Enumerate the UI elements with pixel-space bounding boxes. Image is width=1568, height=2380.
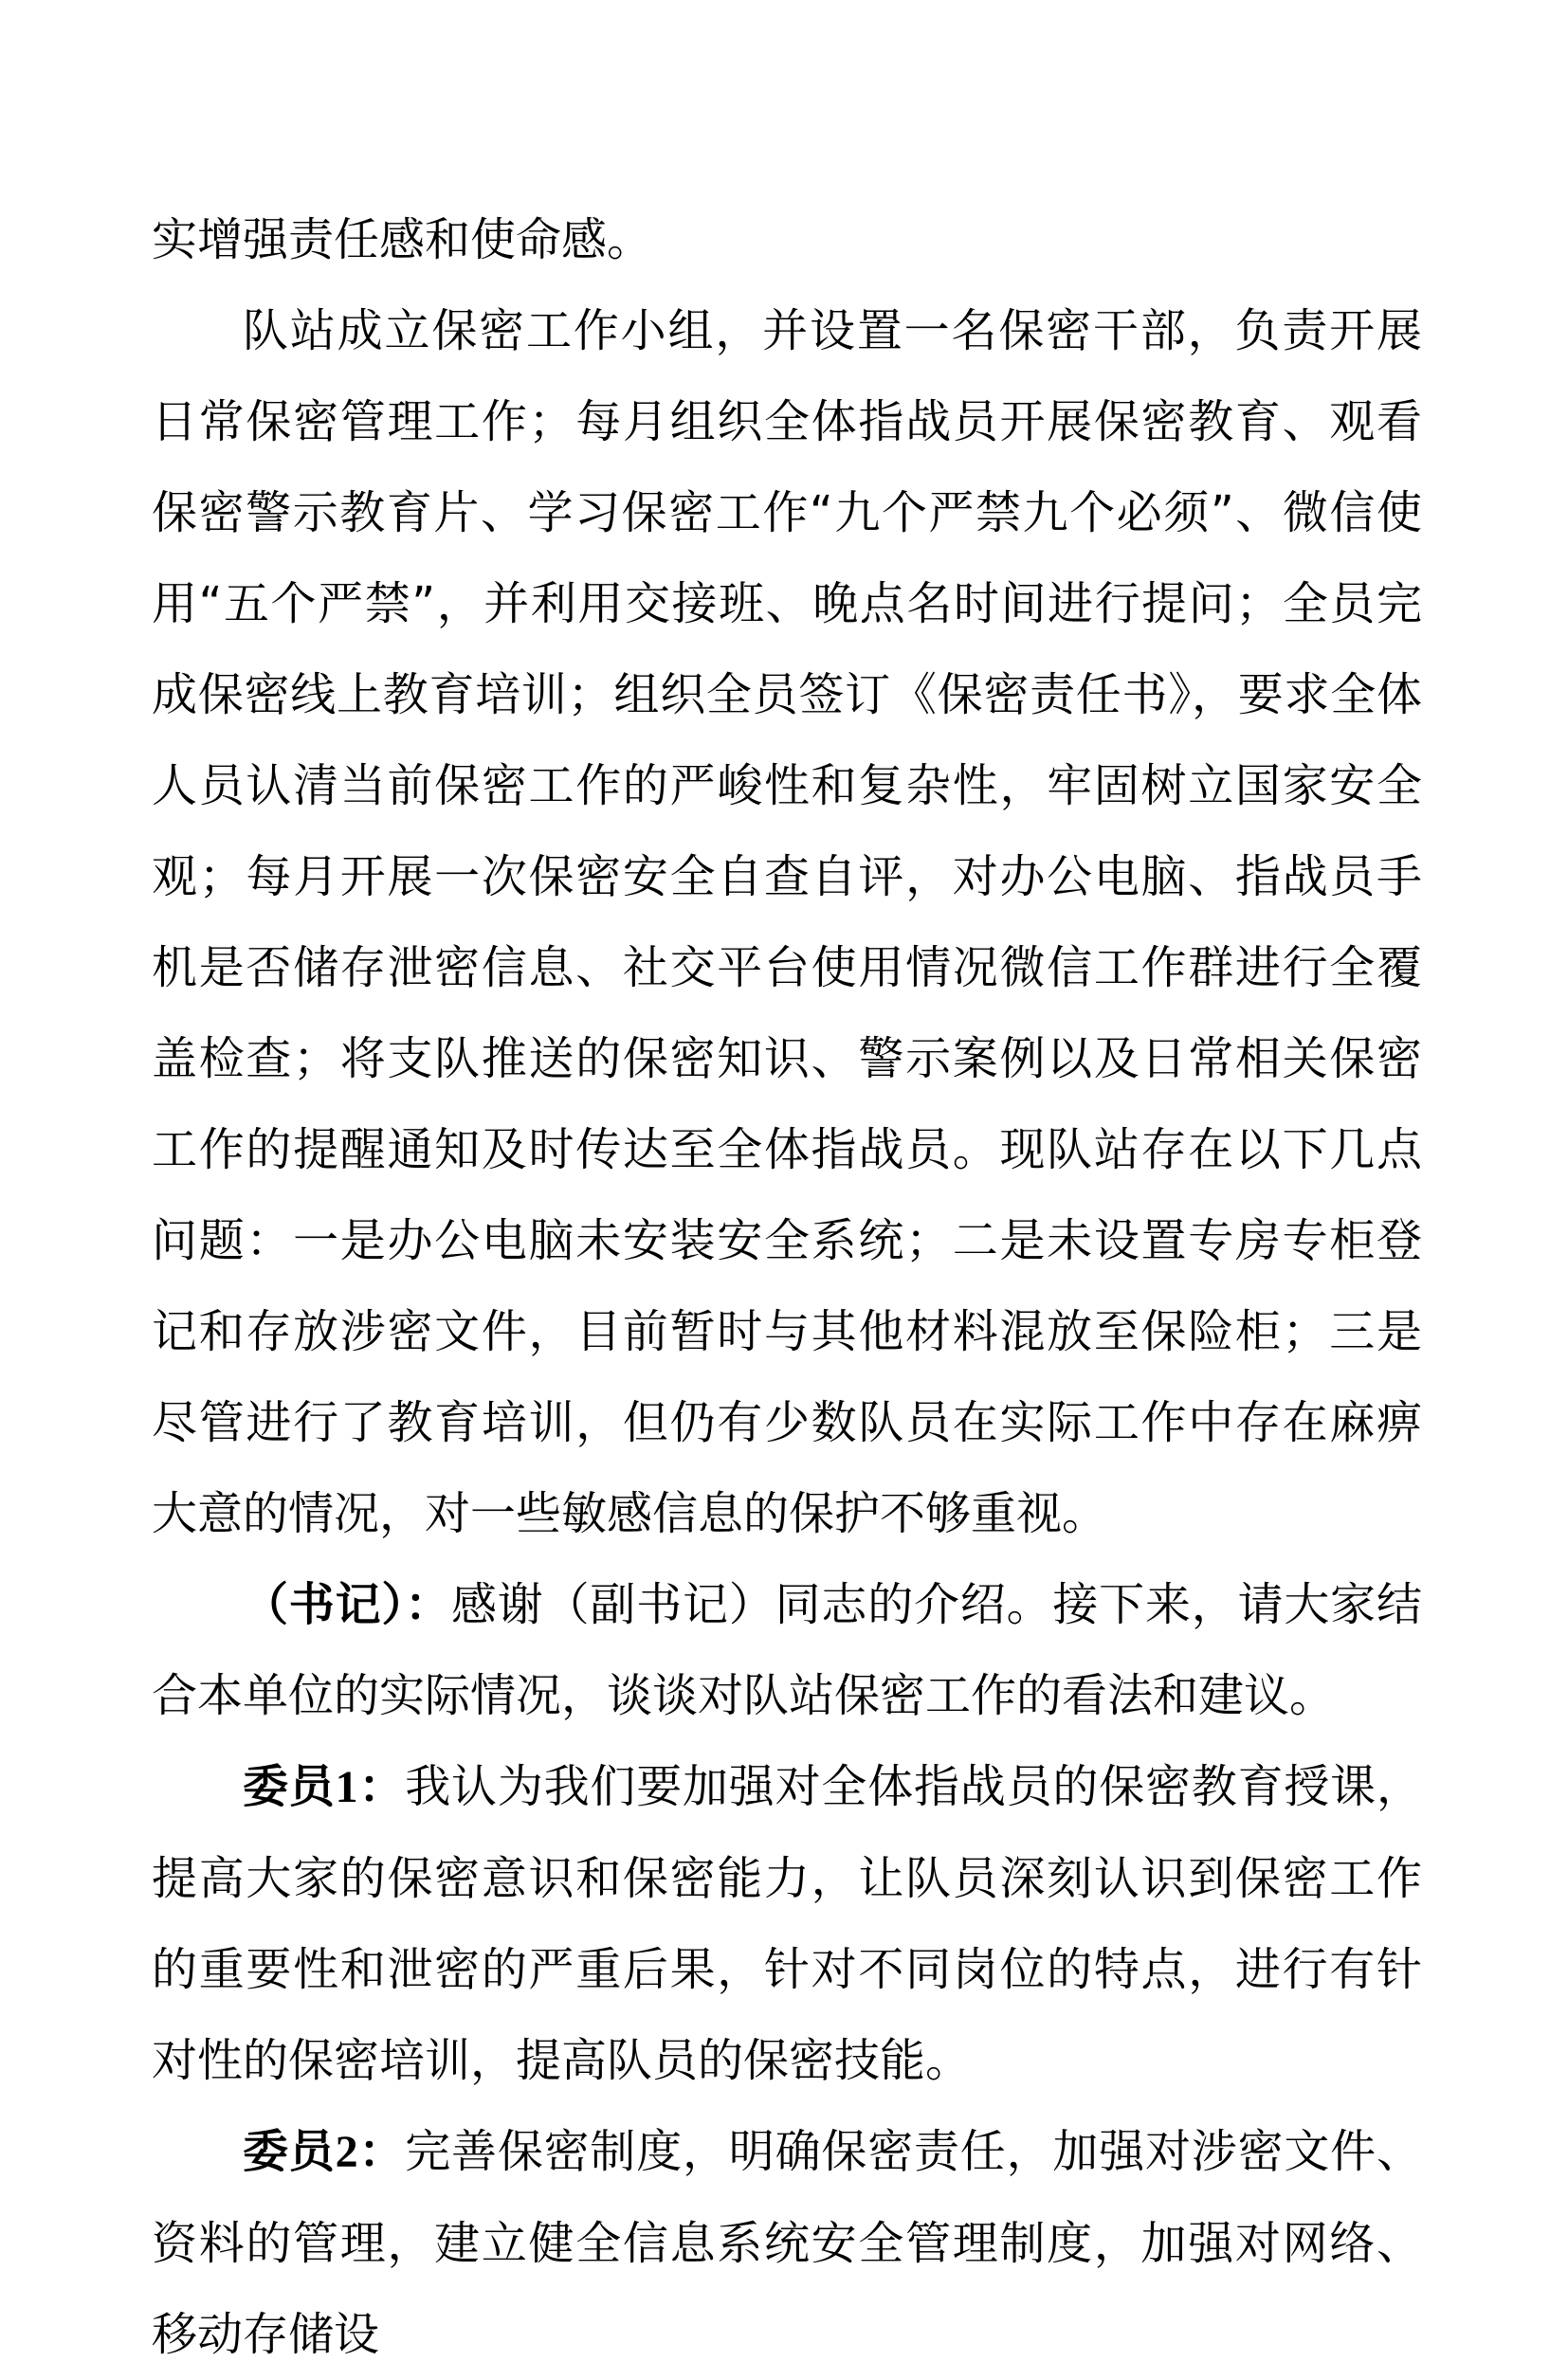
speaker-label-member-2: 委员: [243, 2125, 336, 2178]
paragraph-member-1: [152, 1741, 1422, 2106]
paragraph-secretary: [152, 1559, 1422, 1741]
paragraph-member-2: [152, 2106, 1422, 2380]
paragraph-member-2-text: 完善保密制度，明确保密责任，加强对涉密文件、资料的管理，建立健全信息系统安全管理制度，加强对网络、移动存储设: [152, 2125, 1422, 2361]
paragraph-member-1-text: 我认为我们要加强对全体指战员的保密教育授课，提高大家的保密意识和保密能力，让队员深刻认识到保密工作的重要性和泄密的严重后果，针对不同岗位的特点，进行有针对性的保密培训，提高队员的保密技能。: [152, 1760, 1422, 2087]
speaker-number-member-1: 1: [335, 1762, 358, 1812]
paragraph-continuation: 实增强责任感和使命感。: [152, 213, 653, 266]
paragraph-work-summary: 队站成立保密工作小组，并设置一名保密干部，负责开展日常保密管理工作；每月组织全体指战员开展保密教育、观看保密警示教育片、学习保密工作“九个严禁九个必须”、微信使用“五个严禁”，并利用交接班、晚点名时间进行提问；全员完成保密线上教育培训；组织全员签订《保密责任书》，要求全体人员认清当前保密工作的严峻性和复杂性，牢固树立国家安全观；每月开展一次保密安全自查自评，对办公电脑、指战员手机是否储存泄密信息、社交平台使用情况微信工作群进行全覆盖检查；将支队推送的保密知识、警示案例以及日常相关保密工作的提醒通知及时传达至全体指战员。现队站存在以下几点问题：一是办公电脑未安装安全系统；二是未设置专房专柜登记和存放涉密文件，目前暂时与其他材料混放至保险柜；三是尽管进行了教育培训，但仍有少数队员在实际工作中存在麻痹大意的情况，对一些敏感信息的保护不够重视。: [152, 304, 1422, 1540]
speaker-label-member-1: 委员: [243, 1760, 336, 1813]
document-body: [152, 194, 1422, 2380]
speaker-number-member-2: 2: [335, 2127, 358, 2177]
speaker-colon-member-1: ：: [357, 1760, 406, 1813]
speaker-colon-member-2: ：: [357, 2125, 406, 2178]
paragraph-secretary-text: 感谢（副书记）同志的介绍。接下来，请大家结合本单位的实际情况，谈谈对队站保密工作的看法和建议。: [152, 1578, 1422, 1722]
speaker-label-secretary: （书记）：: [243, 1578, 451, 1631]
